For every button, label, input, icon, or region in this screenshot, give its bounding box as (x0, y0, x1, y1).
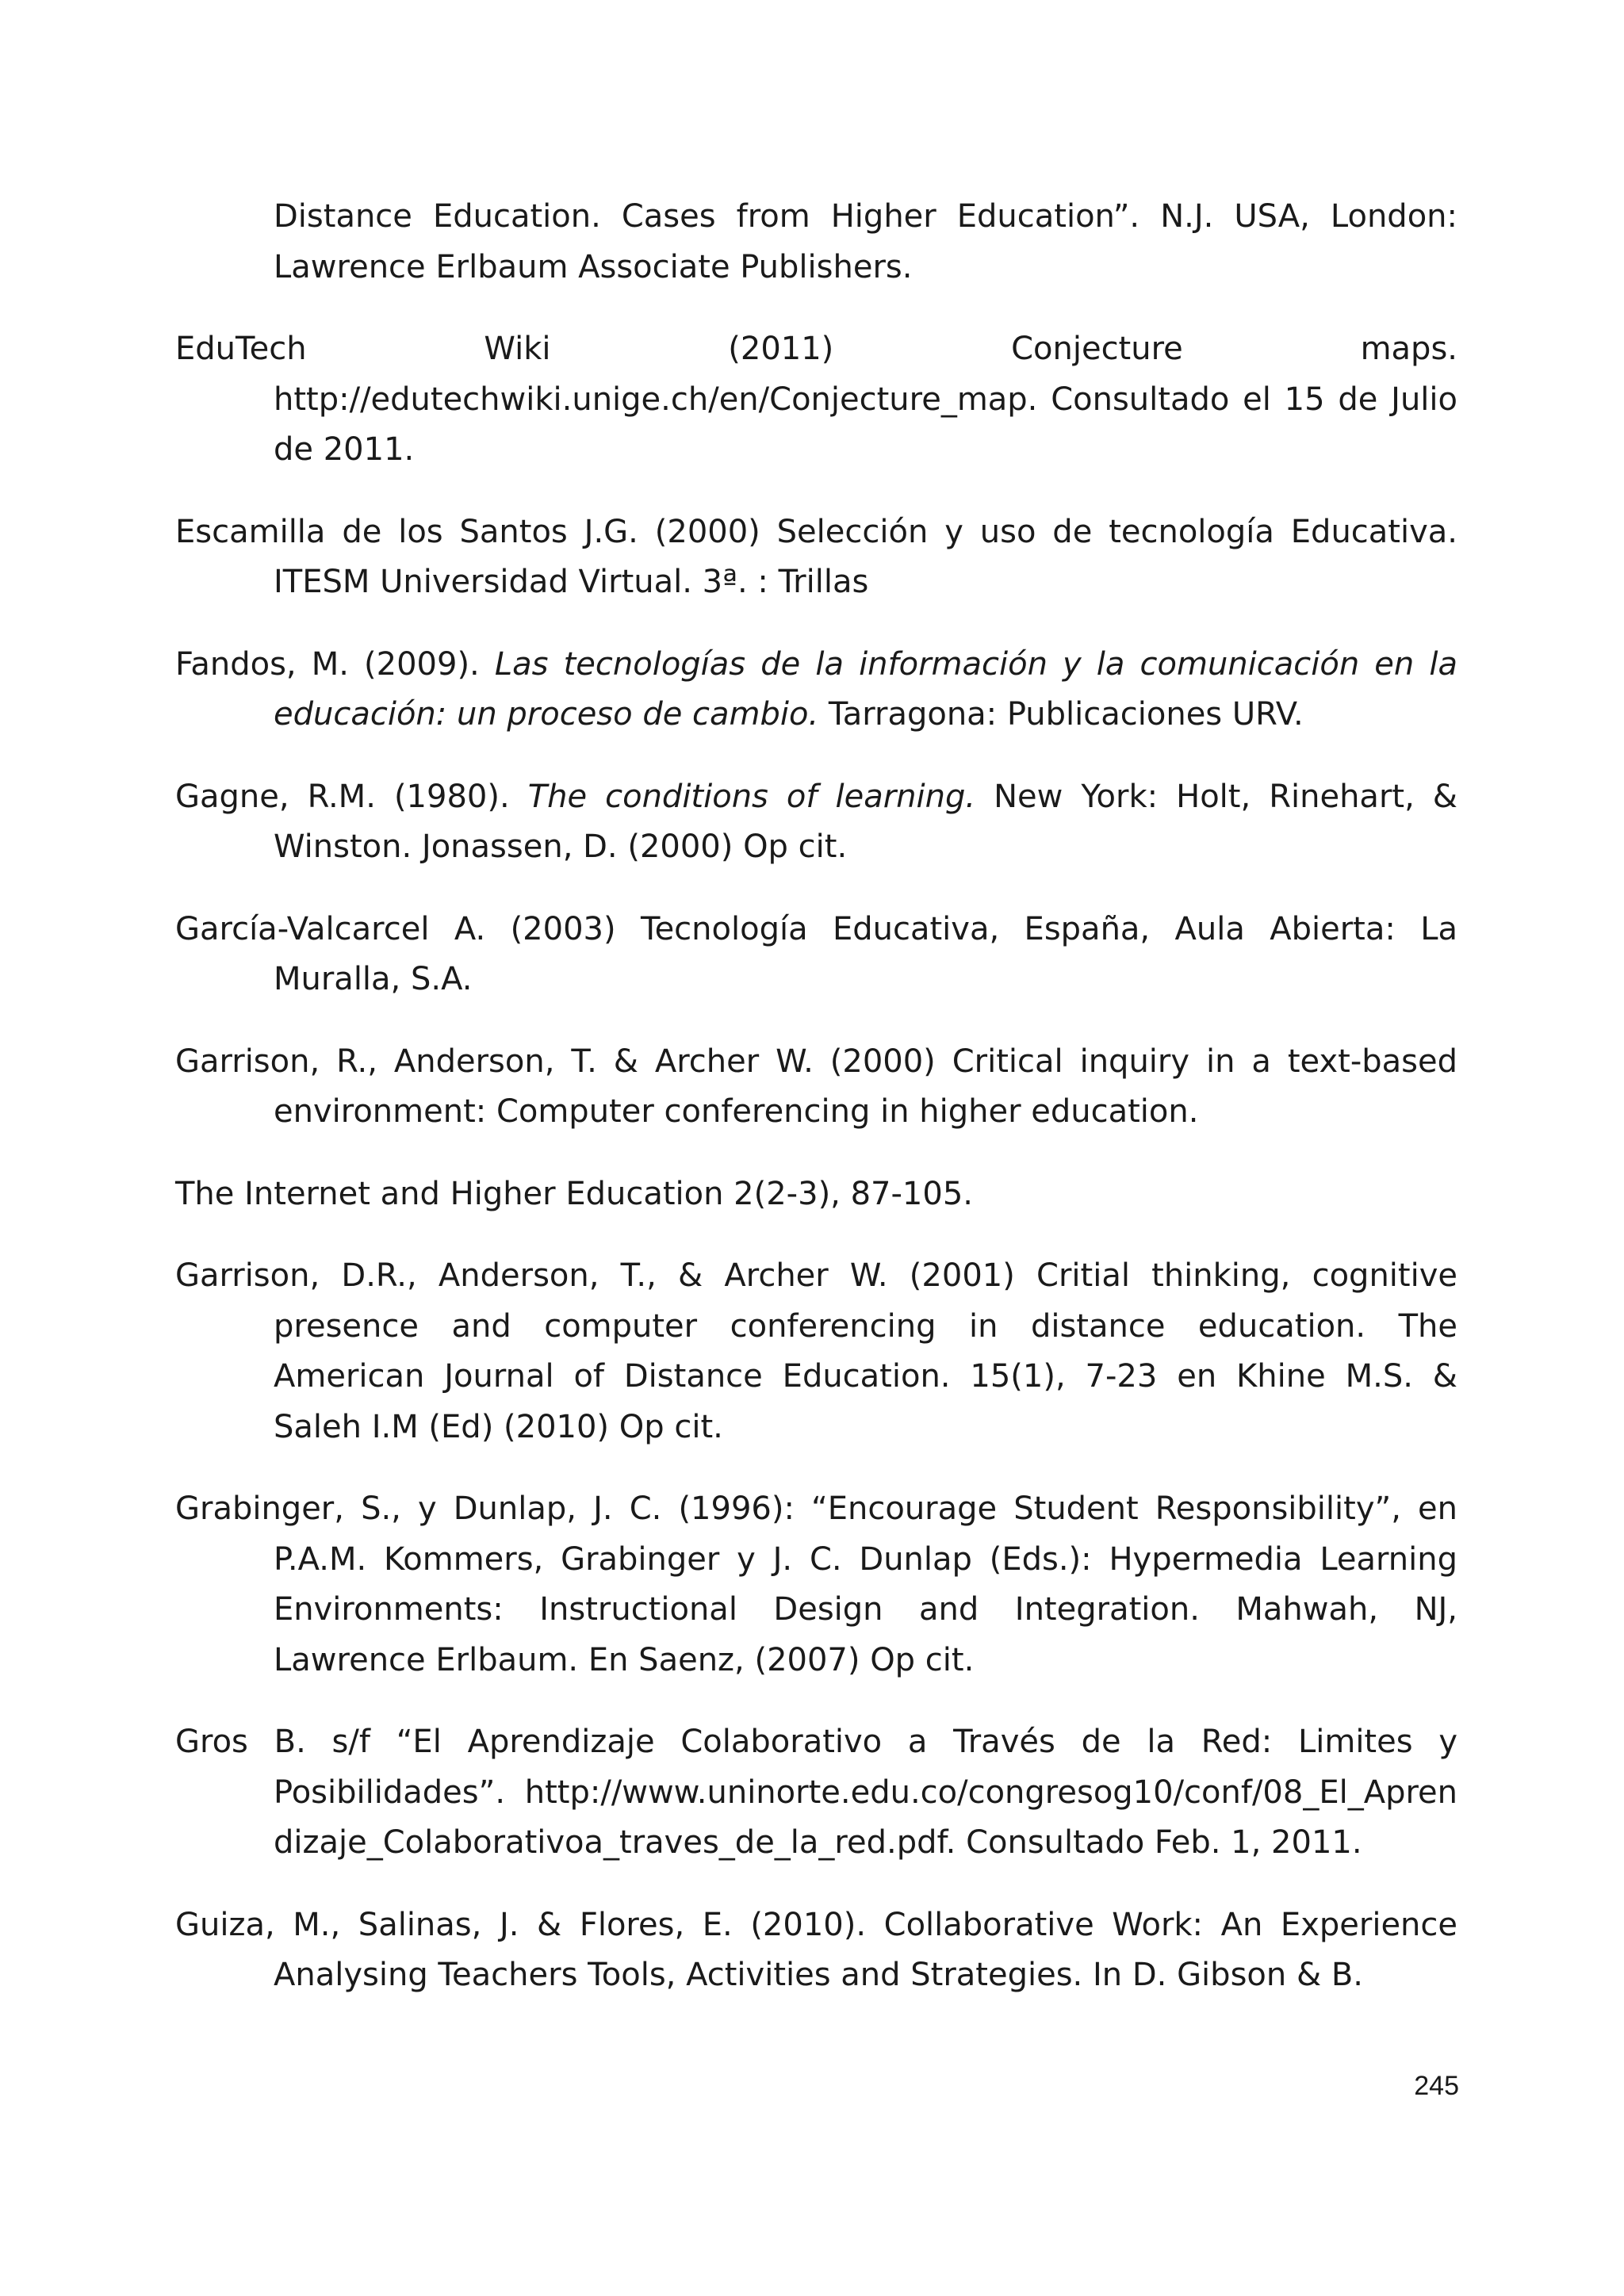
reference-text: Gagne, R.M. (1980). (175, 778, 528, 815)
reference-text: New York: Holt, Rinehart, & Winston. Jonassen, D. (2000) Op cit. (274, 778, 1457, 865)
reference-entry (175, 1717, 1457, 1869)
reference-text: EduTech Wiki (2011) Conjecture maps. http://edutechwiki.unige.ch/en/Conjecture_map. Consultado el 15 de Julio de 2011. (175, 331, 1457, 468)
reference-text: Garrison, R., Anderson, T. & Archer W. (2000) Critical inquiry in a text-based environment: Computer conferencing in higher education. (175, 1043, 1457, 1130)
reference-entry (175, 507, 1457, 608)
reference-entry (175, 905, 1457, 1005)
reference-text: García-Valcarcel A. (2003) Tecnología Educativa, España, Aula Abierta: La Muralla, S.A. (175, 910, 1457, 997)
reference-entry (175, 324, 1457, 476)
reference-entry (175, 772, 1457, 873)
reference-text: Tarragona: Publicaciones URV. (818, 696, 1304, 733)
reference-entry (175, 1169, 1457, 1220)
reference-title: The conditions of learning. (527, 778, 976, 815)
reference-text: Garrison, D.R., Anderson, T., & Archer W. (2001) Critial thinking, cognitive presence and computer conferencing in distance education. The American Journal of Distance Education. 15(1), 7-23 en Khine M.S. & Saleh I.M (Ed) (2010) Op cit. (175, 1257, 1457, 1445)
reference-text: Fandos, M. (2009). (175, 645, 495, 683)
reference-entry (175, 1037, 1457, 1138)
reference-title: Las tecnologías de la información y la comunicación en la educación: un proceso de cambio. (274, 645, 1457, 733)
page-number: 245 (1414, 2071, 1459, 2101)
reference-entry (175, 1251, 1457, 1452)
reference-text: Distance Education. Cases from Higher Education”. N.J. USA, London: Lawrence Erlbaum Associate Publishers. (274, 198, 1457, 285)
reference-text: Guiza, M., Salinas, J. & Flores, E. (2010). Collaborative Work: An Experience Analysing Teachers Tools, Activities and Strategies. In D. Gibson & B. (175, 1906, 1457, 1993)
reference-text: Consultado Feb. 1, 2011. (956, 1824, 1362, 1861)
reference-text: The Internet and Higher Education 2(2-3), 87-105. (175, 1175, 973, 1212)
reference-list (175, 192, 1457, 2033)
reference-entry (175, 640, 1457, 740)
reference-entry (175, 192, 1457, 293)
reference-text: Gros B. s/f “El Aprendizaje Colaborativo a Través de la Red: Limites y Posibilidades”. (175, 1724, 1457, 1811)
reference-entry (175, 1484, 1457, 1686)
reference-url[interactable]: http://www.uninorte.edu.co/congresog10/conf/08_El_Aprendizaje_Colaborativoa_traves_de_la_red.pdf. (274, 1774, 1457, 1861)
reference-entry (175, 1900, 1457, 2001)
reference-text: Grabinger, S., y Dunlap, J. C. (1996): “Encourage Student Responsibility”, en P.A.M. Kommers, Grabinger y J. C. Dunlap (Eds.): Hypermedia Learning Environments: Instructional Design and Integration. Mahwah, NJ, Lawrence Erlbaum. En Saenz, (2007) Op cit. (175, 1490, 1457, 1678)
reference-text: Escamilla de los Santos J.G. (2000) Selección y uso de tecnología Educativa. ITESM Universidad Virtual. 3ª. : Trillas (175, 513, 1457, 600)
